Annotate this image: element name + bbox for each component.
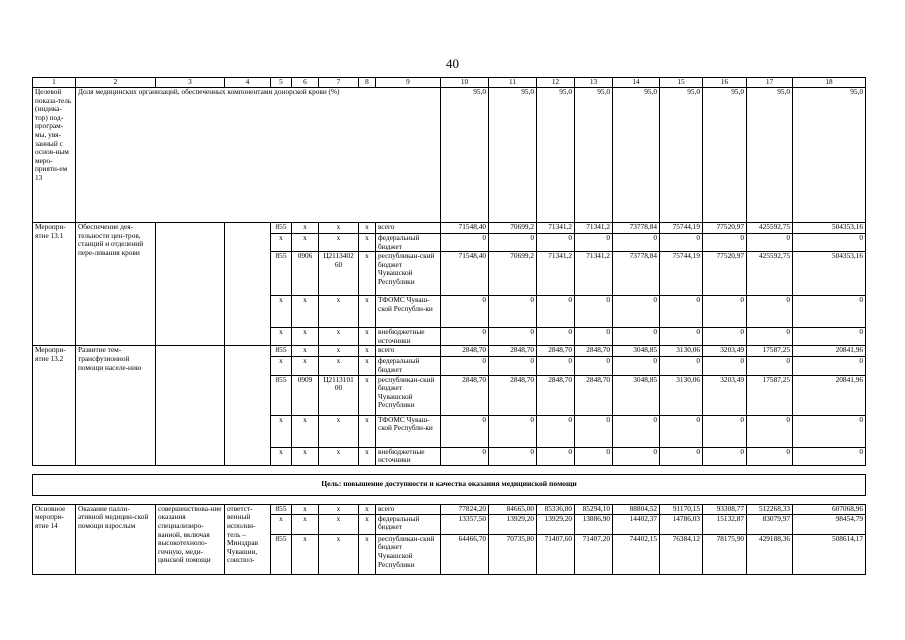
- code-cell: x: [292, 346, 319, 357]
- spacer-cell: [33, 495, 866, 504]
- value-cell: 0: [575, 447, 613, 465]
- value-cell: 84665,00: [489, 504, 537, 514]
- header-cell: 1: [33, 78, 76, 88]
- code-cell: x: [319, 534, 359, 574]
- value-cell: 2848,70: [441, 375, 489, 415]
- measure-executor-cell: [225, 346, 271, 465]
- code-cell: 0909: [292, 375, 319, 415]
- code-cell: x: [359, 223, 376, 234]
- value-cell: 70699,2: [489, 252, 537, 296]
- funding-source: республикан-ский бюджет Чувашской Республики: [376, 375, 441, 415]
- value-cell: 508614,17: [793, 534, 866, 574]
- code-cell: x: [319, 357, 359, 375]
- value-cell: 0: [793, 415, 866, 447]
- funding-source: всего: [376, 346, 441, 357]
- table-row: [33, 504, 866, 514]
- value-cell: 76384,12: [660, 534, 703, 574]
- value-cell: 0: [613, 296, 660, 328]
- code-cell: x: [319, 223, 359, 234]
- value-cell: 2848,70: [537, 346, 575, 357]
- value-cell: 88804,52: [613, 504, 660, 514]
- value-cell: 2848,70: [441, 346, 489, 357]
- spacer-row: [33, 465, 866, 474]
- indicator-label: Целевой показа-тель (индика-тор) под-програм-мы, увя-занный с основ-ным меро-прияти-ем 13: [33, 88, 76, 223]
- header-row: [33, 78, 866, 88]
- header-cell: 17: [747, 78, 793, 88]
- value-cell: 83079,97: [747, 514, 793, 534]
- code-cell: x: [359, 514, 376, 534]
- value-cell: 0: [747, 234, 793, 252]
- value-cell: 0: [537, 328, 575, 346]
- measure-label: Меропри-ятие 13.1: [33, 223, 76, 346]
- value-cell: 74402,15: [613, 534, 660, 574]
- value-cell: 0: [793, 328, 866, 346]
- header-cell: 14: [613, 78, 660, 88]
- code-cell: 855: [271, 504, 292, 514]
- indicator-text: Доля медицинских организаций, обеспеченных компонентами донорской крови (%): [76, 88, 441, 223]
- value-cell: 0: [793, 234, 866, 252]
- code-cell: 855: [271, 534, 292, 574]
- indicator-value: 95,0: [489, 88, 537, 223]
- header-cell: 18: [793, 78, 866, 88]
- value-cell: 425592,75: [747, 252, 793, 296]
- value-cell: 13886,90: [575, 514, 613, 534]
- code-cell: 855: [271, 346, 292, 357]
- funding-source: всего: [376, 223, 441, 234]
- value-cell: 0: [441, 328, 489, 346]
- code-cell: x: [271, 447, 292, 465]
- value-cell: 425592,75: [747, 223, 793, 234]
- indicator-value: 95,0: [660, 88, 703, 223]
- table-row: [33, 223, 866, 234]
- value-cell: 14786,03: [660, 514, 703, 534]
- value-cell: 2848,70: [489, 375, 537, 415]
- value-cell: 13357,50: [441, 514, 489, 534]
- code-cell: Ц2113402 60: [319, 252, 359, 296]
- code-cell: x: [319, 234, 359, 252]
- indicator-value: 95,0: [703, 88, 747, 223]
- measure-executor-cell: [225, 223, 271, 346]
- value-cell: 0: [537, 234, 575, 252]
- value-cell: 0: [575, 357, 613, 375]
- value-cell: 2848,70: [575, 346, 613, 357]
- indicator-value: 95,0: [441, 88, 489, 223]
- value-cell: 0: [441, 234, 489, 252]
- code-cell: x: [359, 504, 376, 514]
- value-cell: 70735,80: [489, 534, 537, 574]
- measure-goal-cell: совершенствова-ние оказания специализиро-ванной, включая высокотехноло-гичную, меди-цинской помощи: [156, 504, 225, 574]
- value-cell: 85336,80: [537, 504, 575, 514]
- spacer-cell: [33, 465, 866, 474]
- goal-row: [33, 474, 866, 495]
- header-cell: 5: [271, 78, 292, 88]
- funding-source: ТФОМС Чуваш-ской Республи-ки: [376, 296, 441, 328]
- funding-source: федеральный бюджет: [376, 357, 441, 375]
- measure-goal-cell: [156, 223, 225, 346]
- header-cell: 6: [292, 78, 319, 88]
- code-cell: x: [319, 447, 359, 465]
- value-cell: 64466,70: [441, 534, 489, 574]
- header-cell: 8: [359, 78, 376, 88]
- code-cell: Ц2113101 00: [319, 375, 359, 415]
- funding-source: внебюджетные источники: [376, 447, 441, 465]
- value-cell: 14402,37: [613, 514, 660, 534]
- value-cell: 0: [613, 234, 660, 252]
- code-cell: x: [359, 328, 376, 346]
- value-cell: 70699,2: [489, 223, 537, 234]
- value-cell: 0: [537, 415, 575, 447]
- measure-title: Обеспечение дея-тельности цен-тров, станций и отделений пере-ливания крови: [76, 223, 156, 346]
- value-cell: 0: [660, 357, 703, 375]
- header-cell: 16: [703, 78, 747, 88]
- indicator-row: [33, 88, 866, 223]
- value-cell: 0: [537, 296, 575, 328]
- value-cell: 77520,97: [703, 223, 747, 234]
- value-cell: 504353,16: [793, 252, 866, 296]
- value-cell: 0: [747, 447, 793, 465]
- value-cell: 0: [613, 415, 660, 447]
- code-cell: x: [359, 252, 376, 296]
- code-cell: x: [319, 415, 359, 447]
- code-cell: x: [359, 357, 376, 375]
- value-cell: 512268,33: [747, 504, 793, 514]
- indicator-value: 95,0: [613, 88, 660, 223]
- value-cell: 0: [703, 328, 747, 346]
- value-cell: 0: [660, 447, 703, 465]
- value-cell: 15132,87: [703, 514, 747, 534]
- indicator-value: 95,0: [537, 88, 575, 223]
- code-cell: x: [359, 296, 376, 328]
- value-cell: 0: [747, 357, 793, 375]
- value-cell: 0: [575, 296, 613, 328]
- code-cell: x: [292, 328, 319, 346]
- value-cell: 2848,70: [489, 346, 537, 357]
- code-cell: x: [359, 234, 376, 252]
- value-cell: 71341,2: [575, 252, 613, 296]
- value-cell: 0: [489, 447, 537, 465]
- code-cell: x: [292, 447, 319, 465]
- spacer-row: [33, 495, 866, 504]
- value-cell: 75744,19: [660, 252, 703, 296]
- measure-executor-cell: ответст-венный исполни-тель – Минздрав Чувашии, соиспол-: [225, 504, 271, 574]
- code-cell: 855: [271, 223, 292, 234]
- code-cell: x: [292, 504, 319, 514]
- value-cell: 3130,06: [660, 375, 703, 415]
- value-cell: 0: [441, 447, 489, 465]
- code-cell: x: [271, 328, 292, 346]
- value-cell: 0: [793, 447, 866, 465]
- header-cell: 15: [660, 78, 703, 88]
- value-cell: 3048,85: [613, 375, 660, 415]
- code-cell: x: [319, 514, 359, 534]
- code-cell: x: [319, 328, 359, 346]
- value-cell: 607068,96: [793, 504, 866, 514]
- value-cell: 73778,84: [613, 252, 660, 296]
- code-cell: x: [271, 357, 292, 375]
- indicator-value: 95,0: [575, 88, 613, 223]
- value-cell: 17587,25: [747, 375, 793, 415]
- value-cell: 3048,85: [613, 346, 660, 357]
- code-cell: x: [271, 514, 292, 534]
- value-cell: 13929,20: [537, 514, 575, 534]
- code-cell: x: [292, 514, 319, 534]
- value-cell: 0: [747, 328, 793, 346]
- value-cell: 71407,60: [537, 534, 575, 574]
- value-cell: 0: [660, 296, 703, 328]
- value-cell: 0: [441, 357, 489, 375]
- value-cell: 71341,2: [575, 223, 613, 234]
- value-cell: 0: [703, 296, 747, 328]
- value-cell: 2848,70: [575, 375, 613, 415]
- code-cell: 0906: [292, 252, 319, 296]
- value-cell: 13929,20: [489, 514, 537, 534]
- funding-source: республикан-ский бюджет Чувашской Республики: [376, 534, 441, 574]
- value-cell: 17587,25: [747, 346, 793, 357]
- indicator-value: 95,0: [793, 88, 866, 223]
- funding-source: всего: [376, 504, 441, 514]
- value-cell: 0: [537, 357, 575, 375]
- code-cell: x: [271, 234, 292, 252]
- value-cell: 3203,49: [703, 375, 747, 415]
- value-cell: 429188,36: [747, 534, 793, 574]
- code-cell: x: [292, 296, 319, 328]
- value-cell: 0: [747, 415, 793, 447]
- code-cell: x: [271, 296, 292, 328]
- goal-heading: Цель: повышение доступности и качества оказания медицинской помощи: [33, 474, 866, 495]
- value-cell: 0: [793, 357, 866, 375]
- value-cell: 98454,79: [793, 514, 866, 534]
- value-cell: 0: [703, 357, 747, 375]
- code-cell: x: [319, 346, 359, 357]
- code-cell: x: [292, 415, 319, 447]
- value-cell: 73778,84: [613, 223, 660, 234]
- measure-title: Развитие тем-трансфузионной помощи населе-нию: [76, 346, 156, 465]
- value-cell: 71341,2: [537, 223, 575, 234]
- value-cell: 85294,10: [575, 504, 613, 514]
- code-cell: x: [359, 534, 376, 574]
- value-cell: 0: [489, 415, 537, 447]
- value-cell: 0: [441, 415, 489, 447]
- header-cell: 13: [575, 78, 613, 88]
- value-cell: 0: [613, 357, 660, 375]
- measure-goal-cell: [156, 346, 225, 465]
- header-cell: 9: [376, 78, 441, 88]
- value-cell: 20841,96: [793, 346, 866, 357]
- value-cell: 504353,16: [793, 223, 866, 234]
- value-cell: 77520,97: [703, 252, 747, 296]
- funding-source: внебюджетные источники: [376, 328, 441, 346]
- value-cell: 3203,49: [703, 346, 747, 357]
- value-cell: 71548,40: [441, 252, 489, 296]
- measure-label: Меропри-ятие 13.2: [33, 346, 76, 465]
- measure-label: Основное меропри-ятие 14: [33, 504, 76, 574]
- value-cell: 2848,70: [537, 375, 575, 415]
- value-cell: 0: [489, 328, 537, 346]
- value-cell: 78175,90: [703, 534, 747, 574]
- value-cell: 91170,15: [660, 504, 703, 514]
- code-cell: x: [359, 447, 376, 465]
- value-cell: 0: [575, 328, 613, 346]
- value-cell: 0: [489, 296, 537, 328]
- code-cell: x: [359, 415, 376, 447]
- value-cell: 3130,06: [660, 346, 703, 357]
- measure-title: Оказание палли-ативной медицин-ской помощи взрослым: [76, 504, 156, 574]
- value-cell: 0: [747, 296, 793, 328]
- funding-source: республикан-ский бюджет Чувашской Республики: [376, 252, 441, 296]
- value-cell: 77824,20: [441, 504, 489, 514]
- value-cell: 0: [660, 415, 703, 447]
- value-cell: 75744,19: [660, 223, 703, 234]
- code-cell: 855: [271, 375, 292, 415]
- value-cell: 0: [489, 357, 537, 375]
- value-cell: 0: [793, 296, 866, 328]
- value-cell: 0: [613, 447, 660, 465]
- code-cell: x: [359, 375, 376, 415]
- header-cell: 10: [441, 78, 489, 88]
- funding-source: федеральный бюджет: [376, 514, 441, 534]
- value-cell: 0: [575, 234, 613, 252]
- value-cell: 71548,40: [441, 223, 489, 234]
- header-cell: 4: [225, 78, 271, 88]
- code-cell: x: [292, 357, 319, 375]
- header-cell: 2: [76, 78, 156, 88]
- table-body: [33, 78, 866, 575]
- value-cell: 0: [703, 234, 747, 252]
- code-cell: x: [359, 346, 376, 357]
- value-cell: 0: [703, 415, 747, 447]
- value-cell: 71407,20: [575, 534, 613, 574]
- value-cell: 0: [613, 328, 660, 346]
- code-cell: x: [292, 223, 319, 234]
- value-cell: 0: [703, 447, 747, 465]
- code-cell: x: [319, 296, 359, 328]
- table-row: [33, 346, 866, 357]
- header-cell: 7: [319, 78, 359, 88]
- code-cell: x: [319, 504, 359, 514]
- value-cell: 0: [660, 328, 703, 346]
- code-cell: x: [271, 415, 292, 447]
- funding-source: ТФОМС Чуваш-ской Республи-ки: [376, 415, 441, 447]
- program-table: [32, 77, 866, 575]
- value-cell: 0: [575, 415, 613, 447]
- code-cell: x: [292, 234, 319, 252]
- funding-source: федеральный бюджет: [376, 234, 441, 252]
- indicator-value: 95,0: [747, 88, 793, 223]
- value-cell: 93308,77: [703, 504, 747, 514]
- code-cell: 855: [271, 252, 292, 296]
- header-cell: 11: [489, 78, 537, 88]
- value-cell: 0: [489, 234, 537, 252]
- value-cell: 0: [660, 234, 703, 252]
- value-cell: 71341,2: [537, 252, 575, 296]
- header-cell: 12: [537, 78, 575, 88]
- value-cell: 20841,96: [793, 375, 866, 415]
- value-cell: 0: [537, 447, 575, 465]
- value-cell: 0: [441, 296, 489, 328]
- page-number: 40: [446, 56, 459, 71]
- code-cell: x: [292, 534, 319, 574]
- header-cell: 3: [156, 78, 225, 88]
